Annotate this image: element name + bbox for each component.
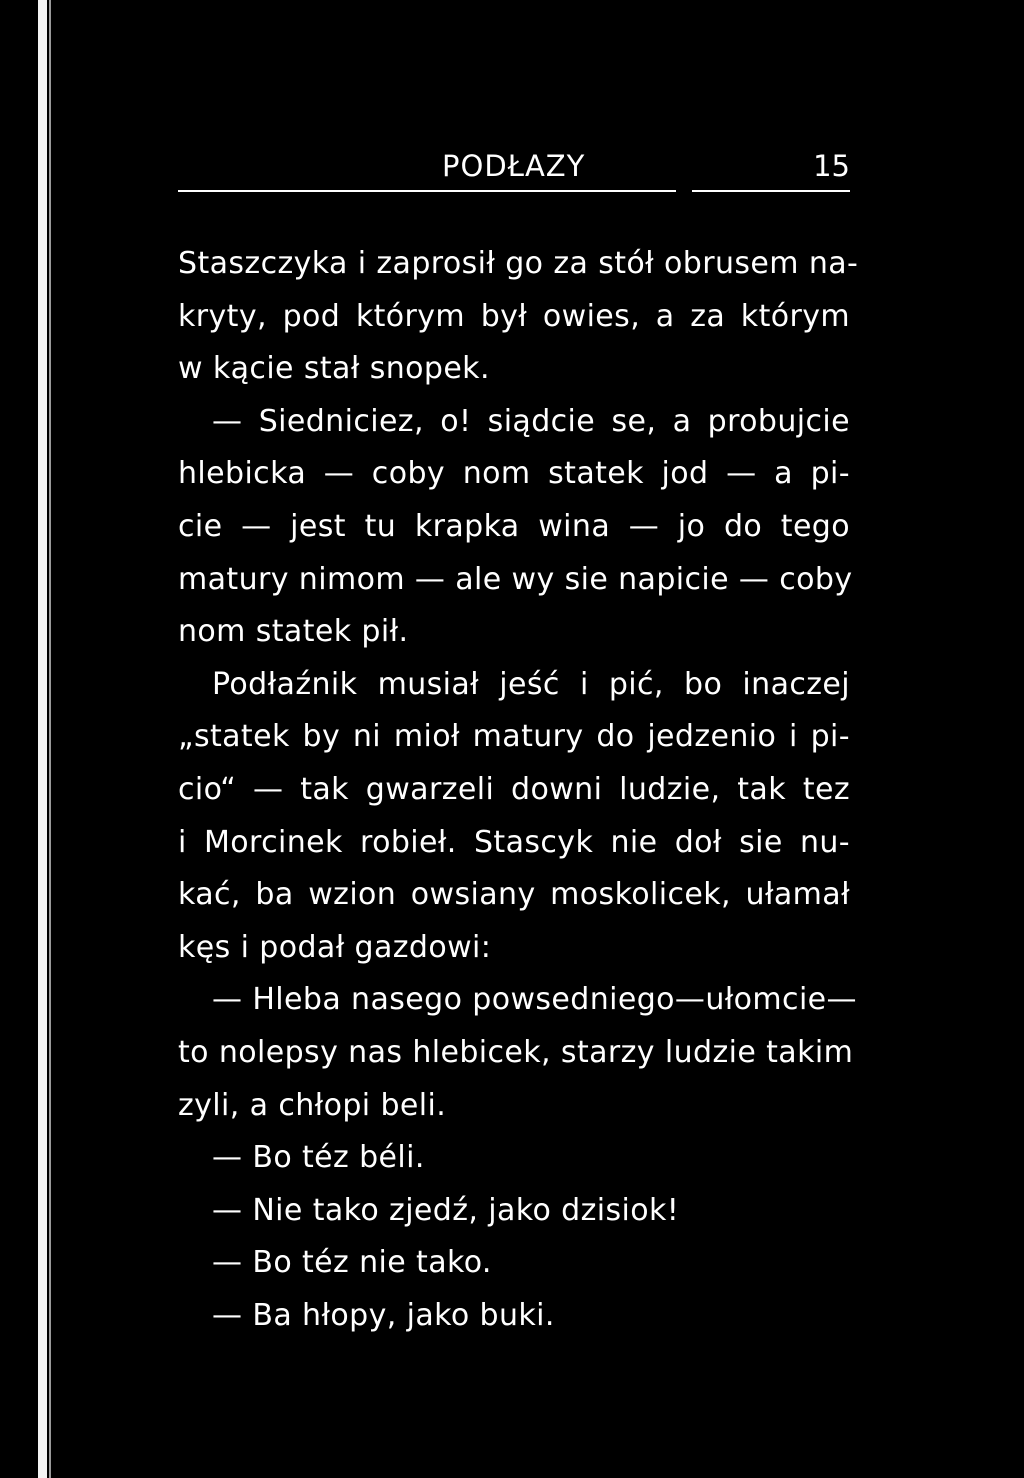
text-line: hlebicka — coby nom statek jod — a pi- — [178, 456, 850, 492]
text-line: to nolepsy nas hlebicek, starzy ludzie takim — [178, 1034, 854, 1070]
page-binding-shadow — [49, 0, 51, 1478]
text-line: kać, ba wzion owsiany moskolicek, ułamał — [178, 877, 850, 913]
text-line: matury nimom — ale wy sie napicie — coby — [178, 561, 853, 597]
text-line: — Nie tako zjedź, jako dzisiok! — [212, 1192, 680, 1228]
header-rule-left — [178, 190, 676, 192]
page-header — [178, 146, 850, 190]
page-number: 15 — [813, 149, 850, 183]
text-line: — Bo téz nie tako. — [212, 1245, 492, 1281]
text-line: — Siedniciez, o! siądcie se, a probujcie — [212, 403, 850, 439]
running-title: PODŁAZY — [442, 149, 586, 183]
text-line: cie — jest tu krapka wina — jo do tego — [178, 508, 850, 544]
text-line: — Hleba nasego powsedniego—ułomcie— — [212, 982, 857, 1018]
text-line: zyli, a chłopi beli. — [178, 1087, 447, 1123]
text-line: i Morcinek robieł. Stascyk nie doł sie nu- — [178, 824, 850, 860]
header-rule-right — [692, 190, 850, 192]
page-binding-edge — [38, 0, 47, 1478]
text-line: nom statek pił. — [178, 614, 409, 650]
text-line: Staszczyka i zaprosił go za stół obrusem na- — [178, 246, 859, 281]
text-line: kryty, pod którym był owies, a za którym — [178, 298, 850, 334]
text-line: Podłaźnik musiał jeść i pić, bo inaczej — [212, 666, 850, 702]
text-line: w kącie stał snopek. — [178, 351, 490, 387]
text-line: — Ba hłopy, jako buki. — [212, 1297, 555, 1333]
body-text — [178, 238, 859, 1342]
text-line: „statek by ni mioł matury do jedzenio i pi- — [178, 719, 850, 755]
text-line: cio“ — tak gwarzeli downi ludzie, tak tez — [178, 771, 850, 807]
text-line: kęs i podał gazdowi: — [178, 929, 492, 965]
text-line: — Bo téz béli. — [212, 1140, 425, 1176]
